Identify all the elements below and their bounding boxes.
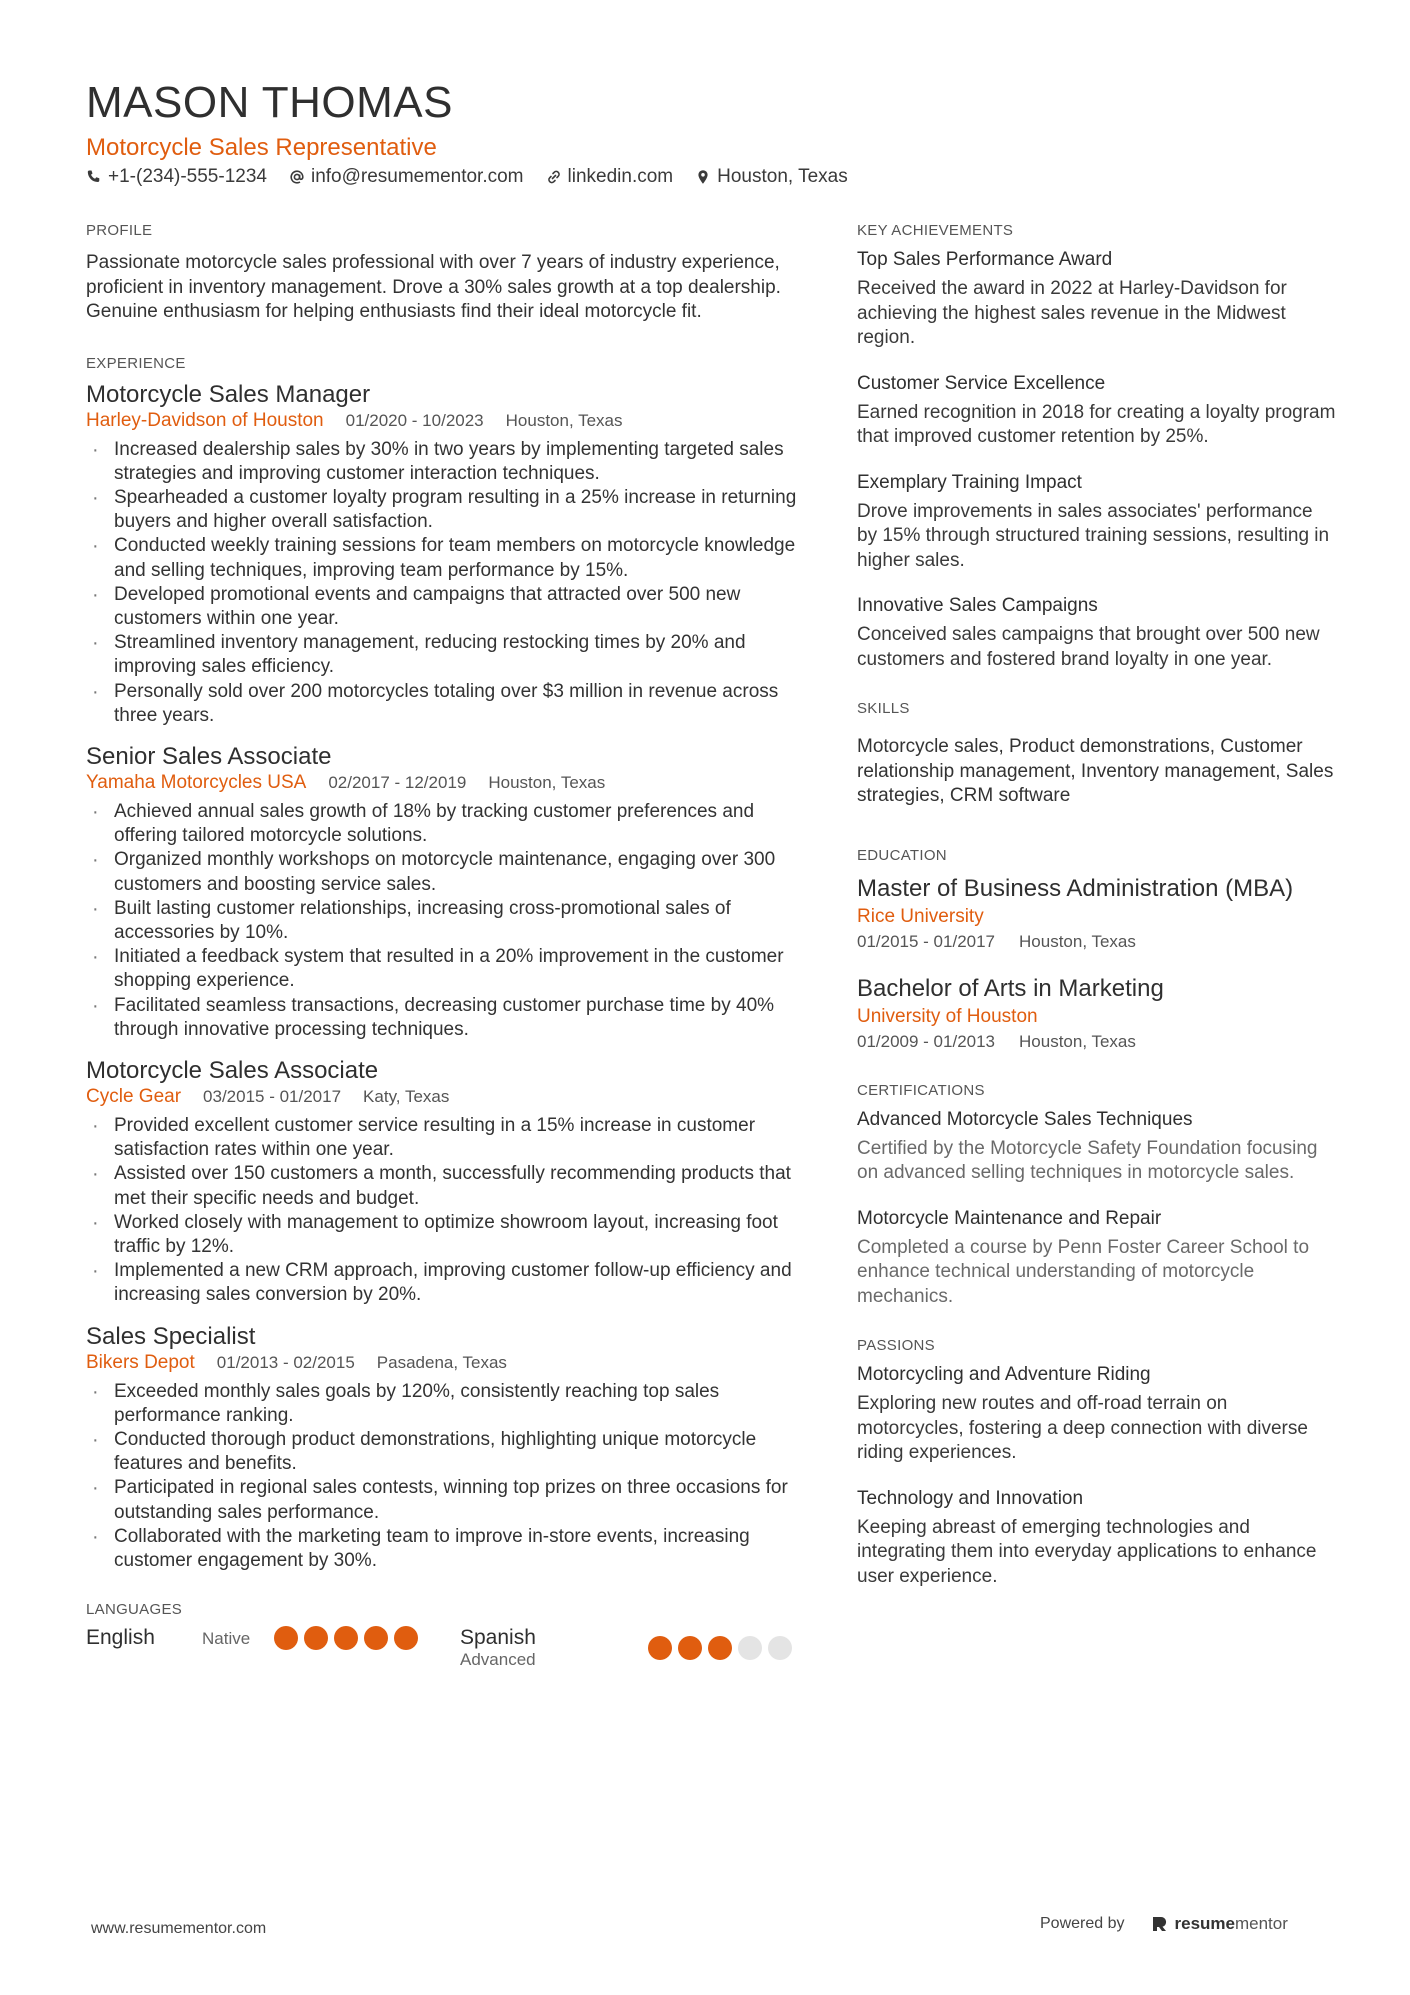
candidate-name: MASON THOMAS xyxy=(86,78,454,127)
achievements-section xyxy=(857,222,1337,672)
education-degree: Master of Business Administration (MBA) xyxy=(857,874,1294,902)
job-entry xyxy=(86,1056,802,1308)
passion-item xyxy=(857,1486,1337,1590)
education-school: University of Houston xyxy=(857,1005,1038,1027)
location-text: Houston, Texas xyxy=(717,166,848,187)
bullet-item: · Exceeded monthly sales goals by 120%, consistently reaching top sales performance ranking. xyxy=(86,1380,802,1428)
certification-title: Motorcycle Maintenance and Repair xyxy=(857,1207,1162,1229)
contact-linkedin[interactable] xyxy=(546,166,674,188)
linkedin-text: linkedin.com xyxy=(567,166,674,187)
job-dates: 03/2015 - 01/2017 xyxy=(203,1086,342,1106)
education-dates: 01/2009 - 01/2013 xyxy=(857,1031,996,1051)
education-item xyxy=(857,874,1337,954)
rating-dot-filled xyxy=(304,1626,328,1650)
job-meta xyxy=(86,410,802,432)
job-company: Cycle Gear xyxy=(86,1085,182,1107)
certification-title: Advanced Motorcycle Sales Techniques xyxy=(857,1108,1193,1130)
job-meta xyxy=(86,1352,802,1374)
job-meta xyxy=(86,772,802,794)
rating-dot-filled xyxy=(648,1636,672,1660)
bullet-item: · Organized monthly workshops on motorcycle maintenance, engaging over 300 customers and boosting service sales. xyxy=(86,848,802,896)
education-meta xyxy=(857,1030,1337,1054)
section-heading: PASSIONS xyxy=(857,1337,935,1354)
bullet-item: · Facilitated seamless transactions, decreasing customer purchase time by 40% through innovative processing techniques. xyxy=(86,994,802,1042)
job-title: Motorcycle Sales Manager xyxy=(86,380,371,408)
passion-desc: Keeping abreast of emerging technologies and integrating them into everyday applications to enhance user experience. xyxy=(857,1516,1317,1587)
job-location: Houston, Texas xyxy=(505,410,623,430)
education-meta xyxy=(857,930,1337,954)
bullet-item: · Provided excellent customer service resulting in a 15% increase in customer satisfaction rates within one year. xyxy=(86,1114,802,1162)
rating-dot-filled xyxy=(364,1626,388,1650)
job-dates: 01/2020 - 10/2023 xyxy=(345,410,484,430)
job-company: Bikers Depot xyxy=(86,1351,195,1373)
education-degree: Bachelor of Arts in Marketing xyxy=(857,974,1164,1002)
passion-title: Motorcycling and Adventure Riding xyxy=(857,1364,1151,1385)
bullet-item: · Assisted over 150 customers a month, successfully recommending products that met their specific needs and budget. xyxy=(86,1162,802,1210)
rating-dot-empty xyxy=(738,1636,762,1660)
education-item xyxy=(857,974,1337,1054)
achievement-item xyxy=(857,470,1337,574)
language-level: Native xyxy=(202,1629,251,1649)
bullet-item: · Increased dealership sales by 30% in two years by implementing targeted sales strategies and improving customer interaction techniques. xyxy=(86,438,802,486)
powered-by-text: Powered by xyxy=(1040,1915,1125,1932)
section-heading: LANGUAGES xyxy=(86,1601,183,1619)
achievement-desc: Earned recognition in 2018 for creating a loyalty program that improved customer retention by 25%. xyxy=(857,401,1336,447)
right-column xyxy=(857,222,1337,1609)
job-title: Senior Sales Associate xyxy=(86,742,332,770)
certification-item xyxy=(857,1107,1337,1186)
bullet-item: · Spearheaded a customer loyalty program resulting in a 25% increase in returning buyers and higher overall satisfaction. xyxy=(86,486,802,534)
bullet-item: · Implemented a new CRM approach, improving customer follow-up efficiency and increasing sales conversion by 20%. xyxy=(86,1259,802,1307)
section-heading: CERTIFICATIONS xyxy=(857,1081,985,1099)
certification-item xyxy=(857,1206,1337,1310)
achievement-title: Exemplary Training Impact xyxy=(857,471,1082,493)
achievement-title: Customer Service Excellence xyxy=(857,372,1106,394)
email-text: info@resumementor.com xyxy=(310,166,524,187)
footer-website[interactable]: www.resumementor.com xyxy=(91,1920,267,1937)
bullet-item: · Collaborated with the marketing team to improve in-store events, increasing customer engagement by 30%. xyxy=(86,1525,802,1573)
achievement-desc: Received the award in 2022 at Harley-Davidson for achieving the highest sales revenue in the Midwest region. xyxy=(857,278,1287,348)
brand-light: mentor xyxy=(1234,1914,1288,1933)
job-meta xyxy=(86,1086,802,1108)
job-bullets xyxy=(86,438,802,728)
contact-phone xyxy=(86,166,267,188)
education-location: Houston, Texas xyxy=(1019,931,1136,951)
languages-section xyxy=(86,1601,802,1670)
job-title: Motorcycle Sales Associate xyxy=(86,1056,379,1084)
job-title: Sales Specialist xyxy=(86,1322,256,1350)
achievement-desc: Conceived sales campaigns that brought over 500 new customers and fostered brand loyalty in one year. xyxy=(857,624,1320,670)
rating-dot-filled xyxy=(394,1626,418,1650)
candidate-title: Motorcycle Sales Representative xyxy=(86,134,437,161)
language-english xyxy=(86,1626,460,1650)
job-entry xyxy=(86,1322,802,1574)
bullet-item: · Developed promotional events and campaigns that attracted over 500 new customers within one year. xyxy=(86,583,802,631)
bullet-item: · Initiated a feedback system that resulted in a 20% improvement in the customer shopping experience. xyxy=(86,945,802,993)
education-location: Houston, Texas xyxy=(1019,1031,1136,1051)
certification-desc: Certified by the Motorcycle Safety Foundation focusing on advanced selling techniques in motorcycle sales. xyxy=(857,1137,1318,1183)
phone-icon xyxy=(86,169,102,185)
language-spanish xyxy=(460,1626,802,1670)
passion-title: Technology and Innovation xyxy=(857,1487,1084,1509)
at-sign-icon xyxy=(289,169,305,185)
section-heading: EDUCATION xyxy=(857,846,947,864)
skills-section xyxy=(857,700,1337,809)
section-heading: KEY ACHIEVEMENTS xyxy=(857,222,1014,239)
left-column xyxy=(86,222,802,1670)
skills-text: Motorcycle sales, Product demonstrations, Customer relationship management, Inventory management, Sales strategies, CRM software xyxy=(857,736,1334,806)
resumementor-logo-icon xyxy=(1151,1915,1169,1933)
language-rating xyxy=(274,1626,418,1650)
education-school: Rice University xyxy=(857,905,984,927)
bullet-item: · Achieved annual sales growth of 18% by tracking customer preferences and offering tailored motorcycle solutions. xyxy=(86,800,802,848)
achievement-title: Innovative Sales Campaigns xyxy=(857,595,1098,616)
contact-location xyxy=(695,166,848,188)
rating-dot-empty xyxy=(768,1636,792,1660)
bullet-item: · Conducted thorough product demonstrations, highlighting unique motorcycle features and benefits. xyxy=(86,1428,802,1476)
job-entry xyxy=(86,742,802,1042)
job-bullets xyxy=(86,1380,802,1574)
language-label-group xyxy=(460,1626,648,1670)
section-heading: PROFILE xyxy=(86,222,153,239)
job-bullets xyxy=(86,1114,802,1308)
job-location: Katy, Texas xyxy=(363,1086,450,1106)
contact-bar xyxy=(86,166,848,188)
achievement-desc: Drove improvements in sales associates' performance by 15% through structured training sessions, resulting in higher sales. xyxy=(857,500,1330,571)
rating-dot-filled xyxy=(708,1636,732,1660)
footer-branding xyxy=(1040,1914,1288,1934)
job-dates: 01/2013 - 02/2015 xyxy=(216,1352,355,1372)
bullet-item: · Personally sold over 200 motorcycles totaling over $3 million in revenue across three years. xyxy=(86,680,802,728)
job-location: Pasadena, Texas xyxy=(376,1352,507,1372)
certification-desc: Completed a course by Penn Foster Career School to enhance technical understanding of motorcycle mechanics. xyxy=(857,1236,1310,1307)
languages-row xyxy=(86,1626,802,1670)
language-level: Advanced xyxy=(460,1650,536,1670)
profile-section xyxy=(86,222,802,325)
achievement-title: Top Sales Performance Award xyxy=(857,249,1113,270)
passion-item xyxy=(857,1362,1337,1466)
rating-dot-filled xyxy=(334,1626,358,1650)
phone-text: +1-(234)-555-1234 xyxy=(108,166,267,187)
contact-email[interactable] xyxy=(289,166,524,188)
job-bullets xyxy=(86,800,802,1042)
profile-text: Passionate motorcycle sales professional with over 7 years of industry experience, proficient in inventory management. Drove a 30% sales growth at a top dealership. Genuine enthusiasm for helping enthusiasts find their ideal motorcycle fit. xyxy=(86,252,781,322)
language-rating xyxy=(648,1636,792,1660)
achievement-item xyxy=(857,371,1337,450)
language-name: Spanish xyxy=(460,1626,536,1650)
bullet-item: · Streamlined inventory management, reducing restocking times by 20% and improving sales efficiency. xyxy=(86,631,802,679)
bullet-item: · Built lasting customer relationships, increasing cross-promotional sales of accessories by 10%. xyxy=(86,897,802,945)
education-dates: 01/2015 - 01/2017 xyxy=(857,931,996,951)
bullet-item: · Conducted weekly training sessions for team members on motorcycle knowledge and selling techniques, improving team performance by 15%. xyxy=(86,534,802,582)
section-heading: SKILLS xyxy=(857,700,910,717)
brand-logo[interactable] xyxy=(1151,1914,1288,1934)
education-section xyxy=(857,847,1337,1054)
section-heading: EXPERIENCE xyxy=(86,354,186,372)
certifications-section xyxy=(857,1082,1337,1310)
rating-dot-filled xyxy=(678,1636,702,1660)
passion-desc: Exploring new routes and off-road terrain on motorcycles, fostering a deep connection with diverse riding experiences. xyxy=(857,1393,1308,1463)
passions-section xyxy=(857,1337,1337,1589)
job-dates: 02/2017 - 12/2019 xyxy=(328,772,467,792)
location-pin-icon xyxy=(695,169,711,185)
brand-bold: resume xyxy=(1174,1914,1235,1933)
bullet-item: · Worked closely with management to optimize showroom layout, increasing foot traffic by 12%. xyxy=(86,1211,802,1259)
achievement-item xyxy=(857,593,1337,672)
job-entry xyxy=(86,380,802,728)
bullet-item: · Participated in regional sales contests, winning top prizes on three occasions for outstanding sales performance. xyxy=(86,1476,802,1524)
link-icon xyxy=(546,169,562,185)
rating-dot-filled xyxy=(274,1626,298,1650)
language-name: English xyxy=(86,1626,155,1650)
achievement-item xyxy=(857,247,1337,351)
experience-section xyxy=(86,355,802,1574)
job-location: Houston, Texas xyxy=(488,772,606,792)
job-company: Yamaha Motorcycles USA xyxy=(86,771,307,793)
job-company: Harley-Davidson of Houston xyxy=(86,409,324,431)
